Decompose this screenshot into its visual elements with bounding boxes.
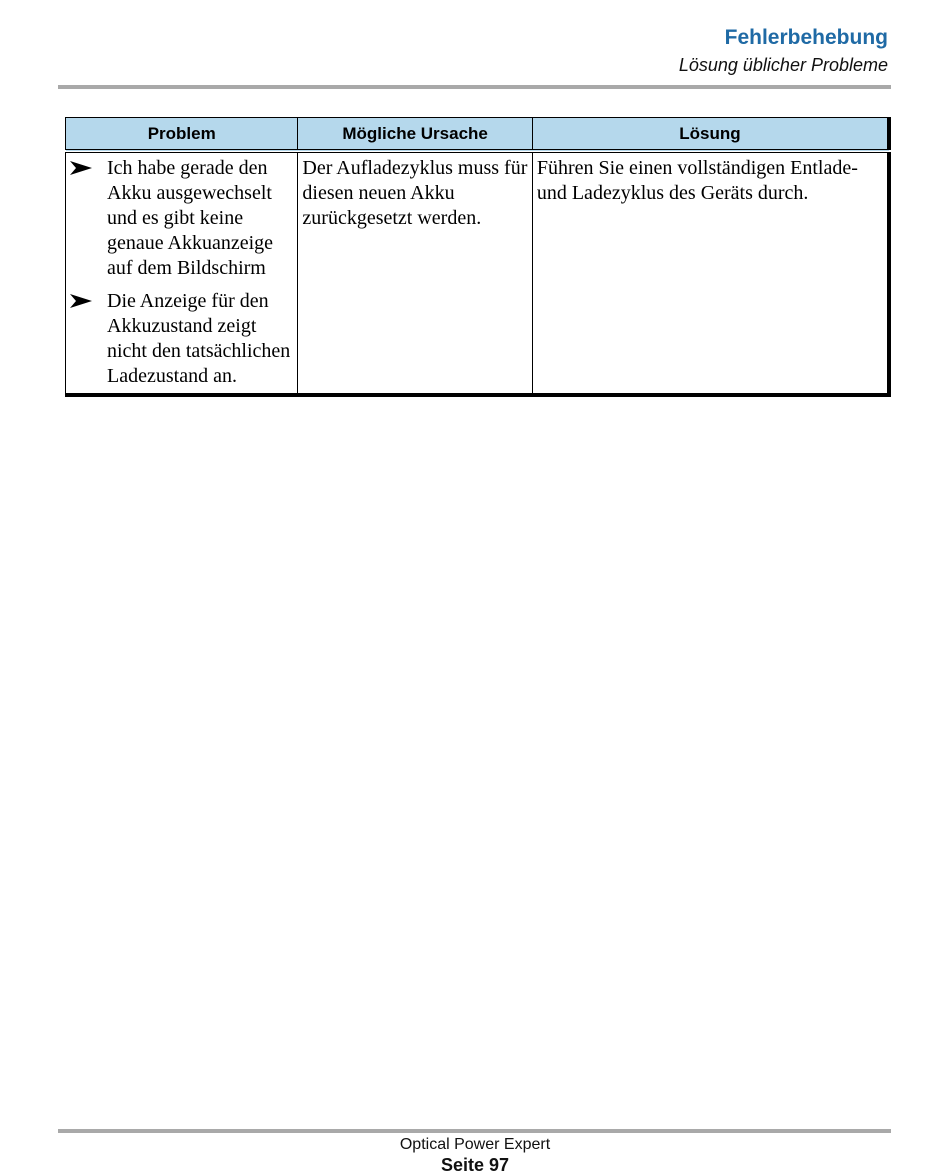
problem-item <box>70 289 293 389</box>
table-header-row <box>66 118 890 152</box>
arrow-right-icon <box>70 293 92 309</box>
footer-product-name: Optical Power Expert <box>399 1136 551 1153</box>
troubleshooting-table <box>65 117 891 397</box>
page-number: Seite 97 <box>440 1155 510 1175</box>
header-divider <box>58 85 891 89</box>
problem-text: Die Anzeige für den Akkuzustand zeigt nicht den tatsächlichen Ladezustand an. <box>107 290 291 387</box>
solution-cell: Führen Sie einen vollständigen Entlade- und Ladezyklus des Geräts durch. <box>532 151 889 395</box>
column-header-problem: Problem <box>66 118 298 152</box>
column-header-cause: Mögliche Ursache <box>298 118 532 152</box>
problem-text: Ich habe gerade den Akku ausgewechselt und es gibt keine genaue Akkuanzeige auf dem Bildschirm <box>107 157 274 279</box>
table-row <box>66 151 890 395</box>
problem-cell <box>66 151 298 395</box>
column-header-solution: Lösung <box>532 118 889 152</box>
arrow-right-icon <box>70 160 92 176</box>
cause-cell: Der Aufladezyklus muss für diesen neuen Akku zurückgesetzt werden. <box>298 151 532 395</box>
section-title: Fehlerbehebung <box>724 26 888 49</box>
problem-item <box>70 156 293 281</box>
section-subtitle: Lösung üblicher Probleme <box>678 55 888 75</box>
footer-divider <box>58 1129 891 1133</box>
